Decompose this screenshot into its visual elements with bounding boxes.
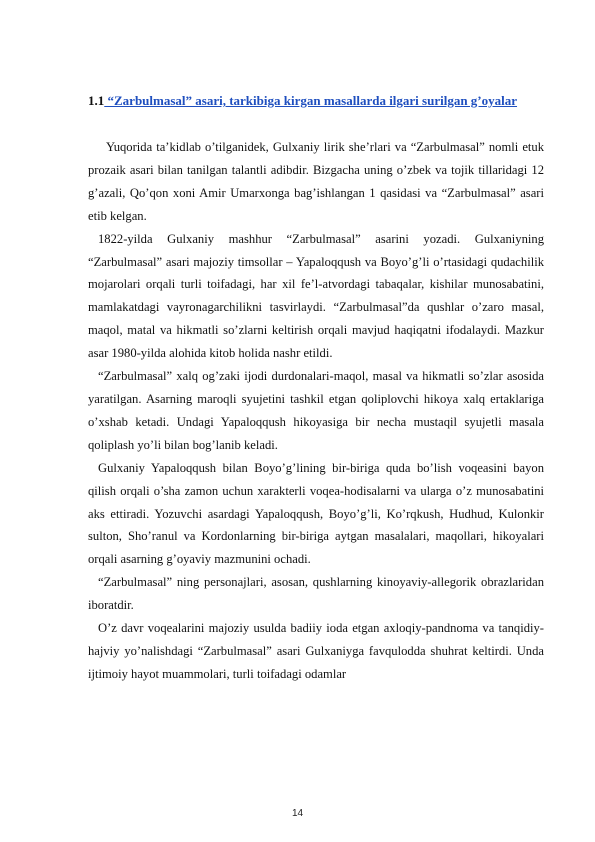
- document-body: [88, 136, 544, 686]
- section-heading: [88, 91, 548, 111]
- section-title-link[interactable]: “Zarbulmasal” asari, tarkibiga kirgan masallarda ilgari surilgan g’oyalar: [104, 93, 518, 108]
- paragraph-3: “Zarbulmasal” xalq og’zaki ijodi durdonalari-maqol, masal va hikmatli so’zlar asosida yaratilgan. Asarning maroqli syujetini tashkil etgan qoliplovchi hikoya xalq ertaklariga o’xshab ketadi. Undagi Yapaloqqush hikoyasiga bir necha mustaqil syujetli masala qoliplash yo’li bilan bog’lanib keladi.: [88, 369, 544, 452]
- paragraph-1: Yuqorida ta’kidlab o’tilganidek, Gulxaniy lirik she’rlari va “Zarbulmasal” nomli etuk prozaik asari bilan tanilgan talantli adibdir. Bizgacha uning o’zbek va tojik tillaridagi 12 g’azali, Qo’qon xoni Amir Umarxonga bag’ishlangan 1 qasidasi va “Zarbulmasal” asari etib kelgan.: [88, 140, 544, 223]
- paragraph-2: 1822-yilda Gulxaniy mashhur “Zarbulmasal” asarini yozadi. Gulxaniyning “Zarbulmasal” asari majoziy timsollar – Yapaloqqush va Boyo’g’li o’rtasidagi qudachilik mojarolari orqali turli toifadagi, har xil fe’l-atvordagi tabaqalar, kishilar munosabatini, mamlakatdagi vayronagarchilikni tasvirlaydi. “Zarbulmasal”da qushlar o’zaro masal, maqol, matal va hikmatli so’zlarni keltirish orqali mavjud haqiqatni ifodalaydi. Mazkur asar 1980-yilda alohida kitob holida nashr etildi.: [88, 231, 544, 361]
- page-number: 14: [291, 808, 304, 819]
- paragraph-4: Gulxaniy Yapaloqqush bilan Boyo’g’lining bir-biriga quda bo’lish voqeasini bayon qilish orqali o’sha zamon uchun xarakterli voqea-hodisalarni va ularga o’z munosabatini aks ettiradi. Yozuvchi asardagi Yapaloqqush, Boyo’g’li, Ko’rqkush, Hudhud, Kulonkir sulton, Sho’ranul va Kordonlarning bir-biriga aytgan masalalari, maqollari, hikoyalari orqali asarning g’oyaviy mazmunini ochadi.: [88, 460, 544, 567]
- section-number: 1.1: [88, 93, 105, 108]
- paragraph-6: O’z davr voqealarini majoziy usulda badiiy ioda etgan axloqiy-pandnoma va tanqidiy-hajviy yo’nalishdagi “Zarbulmasal” asari Gulxaniyga favqulodda shuhrat keltirdi. Unda ijtimoiy hayot muammolari, turli toifadagi odamlar: [88, 621, 544, 681]
- paragraph-5: “Zarbulmasal” ning personajlari, asosan, qushlarning kinoyaviy-allegorik obrazlaridan iboratdir.: [88, 575, 544, 613]
